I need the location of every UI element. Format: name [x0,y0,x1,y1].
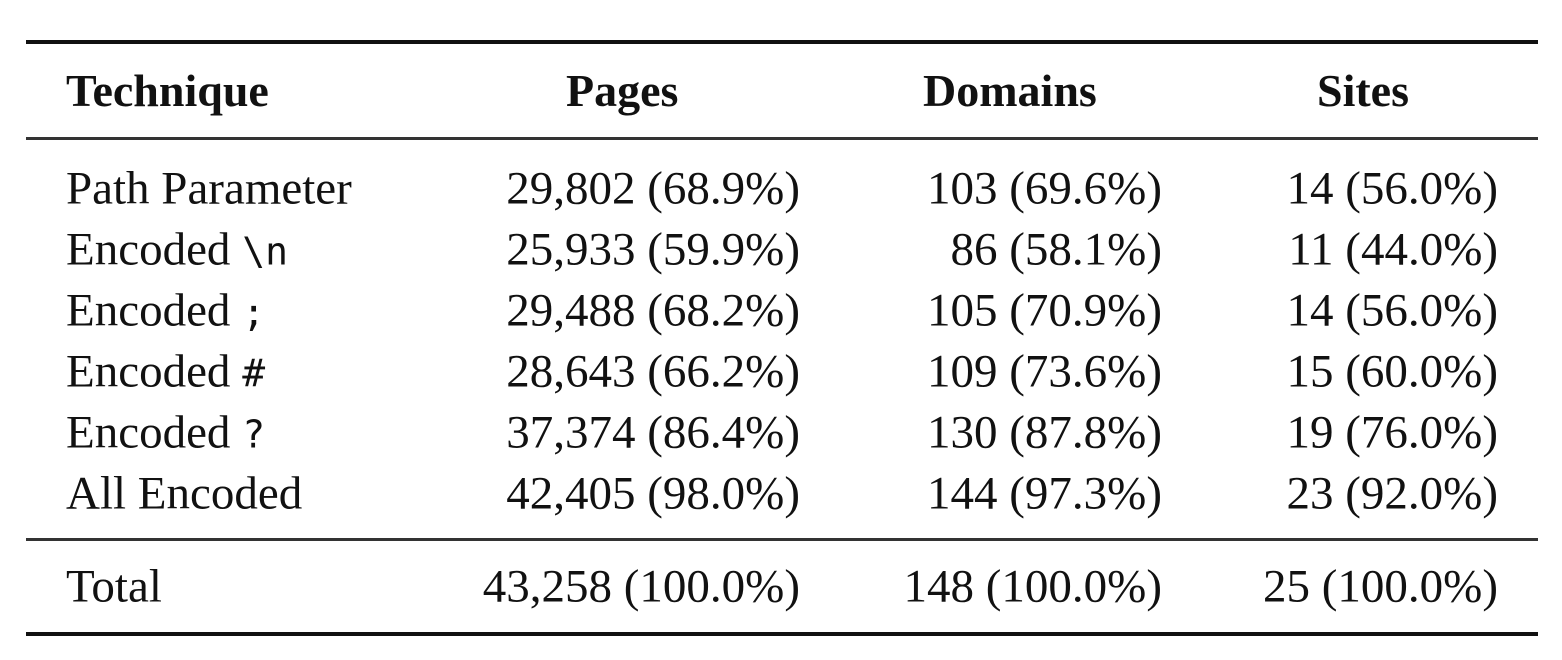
technique-code: ; [242,290,266,334]
domains-cell: 103 (69.6%) [927,162,1162,214]
table-row [26,463,1538,524]
technique-label: Path Parameter [66,162,352,214]
header-sites: Sites [1317,64,1409,116]
technique-cell [66,345,266,397]
table-row [26,280,1538,341]
sites-cell: 19 (76.0%) [1286,406,1498,458]
sites-cell: 23 (92.0%) [1286,467,1498,519]
technique-code: # [242,351,266,395]
technique-code: ? [242,412,266,456]
pages-cell: 29,488 (68.2%) [506,284,800,336]
technique-cell [66,223,288,275]
technique-cell [66,162,352,214]
technique-label: Encoded [66,223,243,275]
technique-cell [66,284,266,336]
total-sites-cell: 25 (100.0%) [1263,560,1498,612]
table-row [26,341,1538,402]
table-body [26,140,1538,538]
sites-cell: 14 (56.0%) [1286,162,1498,214]
pages-cell: 28,643 (66.2%) [506,345,800,397]
sites-cell: 15 (60.0%) [1286,345,1498,397]
table-row [26,402,1538,463]
pages-cell: 29,802 (68.9%) [506,162,800,214]
pages-cell: 25,933 (59.9%) [506,223,800,275]
technique-cell [66,467,303,519]
domains-cell: 105 (70.9%) [927,284,1162,336]
table-header-row [26,44,1538,137]
pages-cell: 37,374 (86.4%) [506,406,800,458]
technique-cell [66,406,266,458]
domains-cell: 109 (73.6%) [927,345,1162,397]
sites-cell: 14 (56.0%) [1286,284,1498,336]
technique-label: All Encoded [66,467,303,519]
table-row [26,219,1538,280]
bottom-rule [26,632,1538,636]
header-domains: Domains [923,64,1097,116]
table-row [26,158,1538,219]
technique-label: Encoded [66,345,243,397]
total-row [26,556,1538,617]
total-pages-cell: 43,258 (100.0%) [482,560,800,612]
table-total [26,541,1538,632]
sites-cell: 11 (44.0%) [1288,223,1498,275]
technique-code: \n [242,229,288,273]
header-pages: Pages [566,64,679,116]
domains-cell: 130 (87.8%) [927,406,1162,458]
domains-cell: 144 (97.3%) [927,467,1162,519]
domains-cell: 86 (58.1%) [950,223,1162,275]
header-technique: Technique [66,64,269,116]
total-label: Total [66,560,162,612]
technique-label: Encoded [66,406,243,458]
total-domains-cell: 148 (100.0%) [903,560,1162,612]
pages-cell: 42,405 (98.0%) [506,467,800,519]
results-table [26,40,1538,636]
technique-label: Encoded [66,284,243,336]
